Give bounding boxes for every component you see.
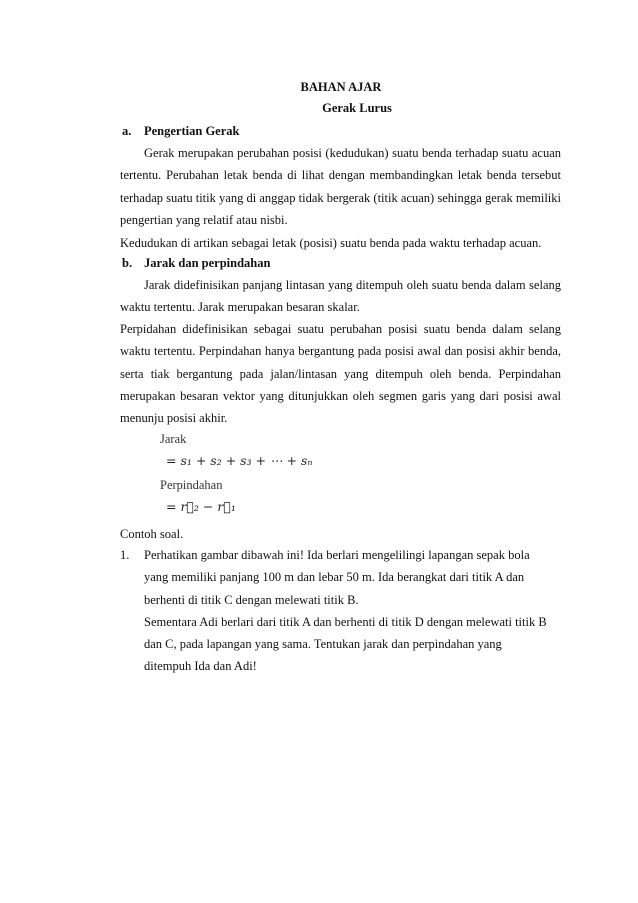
section-b-heading	[122, 256, 270, 271]
jarak-label: Jarak	[160, 432, 187, 446]
section-a-paragraph-2: Kedudukan di artikan sebagai letak (posisi) suatu benda pada waktu terhadap acuan.	[120, 236, 542, 250]
list-item-line: dan C, pada lapangan yang sama. Tentukan jarak dan perpindahan yang	[144, 637, 502, 652]
section-b-title: Jarak dan perpindahan	[144, 256, 271, 270]
section-b-paragraph-1	[120, 274, 561, 319]
section-a-paragraph-1	[120, 142, 561, 231]
contoh-soal-list	[120, 544, 565, 678]
list-item-line: Sementara Adi berlari dari titik A dan berhenti di titik D dengan melewati titik B	[144, 614, 547, 629]
perpindahan-label: Perpindahan	[160, 478, 223, 492]
list-item	[120, 544, 565, 678]
section-b-paragraph-1-text: Jarak didefinisikan panjang lintasan yang ditempuh oleh suatu benda dalam selang waktu tertentu. Jarak merupakan besaran skalar.	[120, 278, 561, 315]
section-a-title: Pengertian Gerak	[144, 124, 240, 138]
document-title: BAHAN AJAR	[300, 80, 382, 94]
perpindahan-equation: = r⃗₂ − r⃗₁	[166, 499, 236, 514]
list-item-number: 1.	[120, 548, 130, 562]
list-item-line: berhenti di titik C dengan melewati titik B.	[144, 592, 359, 607]
list-item-line: ditempuh Ida dan Adi!	[144, 659, 257, 674]
section-a-heading	[122, 124, 239, 139]
document-subtitle: Gerak Lurus	[322, 101, 392, 115]
section-a-paragraph-1-text: Gerak merupakan perubahan posisi (kedudukan) suatu benda terhadap suatu acuan tertentu. Perubahan letak benda di lihat dengan membandingkan letak benda tersebut terhadap suatu titik yang di anggap tidak bergerak (titik acuan) sehingga gerak memiliki pengertian yang relatif atau nisbi.	[120, 146, 561, 227]
contoh-soal-label: Contoh soal.	[120, 527, 184, 541]
section-b-marker: b.	[122, 256, 133, 270]
section-a-marker: a.	[122, 124, 132, 138]
formula-image	[120, 412, 400, 524]
jarak-equation: = s₁ + s₂ + s₃ + ⋯ + sₙ	[166, 453, 313, 468]
section-b-paragraph-2: Perpidahan didefinisikan sebagai suatu perubahan posisi suatu benda dalam selang waktu tertentu. Perpindahan hanya bergantung pada posisi awal dan posisi akhir benda, serta tiak bergantung pada jalan/lintasan yang ditempuh oleh benda. Perpindahan merupakan besaran vektor yang ditunjukkan oleh segmen garis yang dari posisi awal menunju posisi akhir.	[120, 322, 561, 426]
list-item-line: Perhatikan gambar dibawah ini! Ida berlari mengelilingi lapangan sepak bola	[144, 548, 530, 562]
list-item-line: yang memiliki panjang 100 m dan lebar 50 m. Ida berangkat dari titik A dan	[144, 570, 525, 585]
